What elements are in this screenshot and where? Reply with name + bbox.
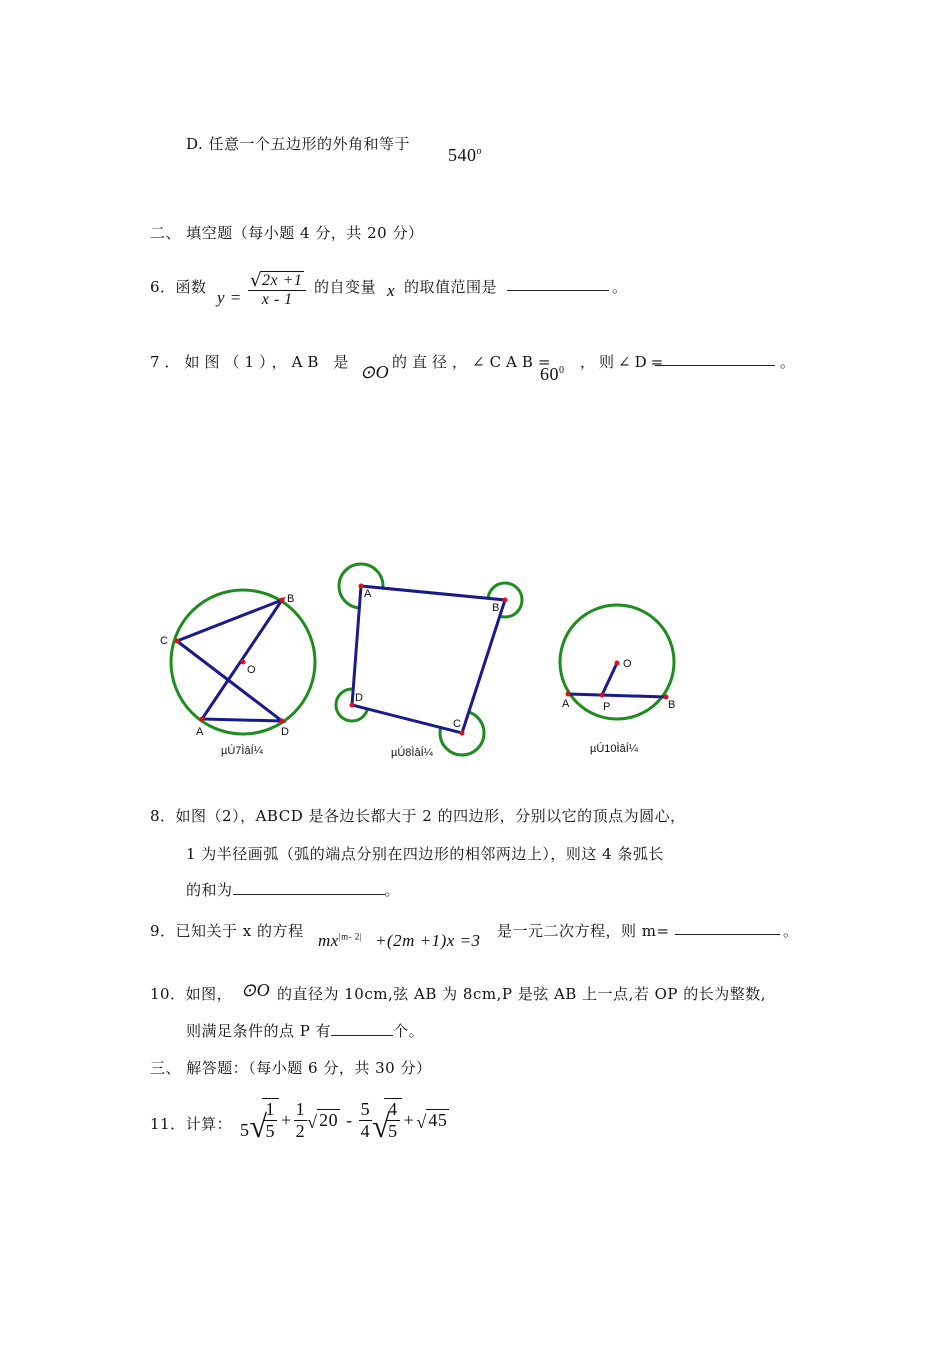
q9-exponent: |m- 2| <box>338 931 363 942</box>
q6-y: y = <box>217 288 242 307</box>
q11-minus: - <box>346 1109 353 1130</box>
q6-denominator: x - 1 <box>261 291 293 308</box>
fig7-caption: µÚ7ÌâÍ¼ <box>221 745 263 757</box>
fig7-label-d: D <box>281 726 289 738</box>
q10-end: 个。 <box>393 1022 425 1040</box>
q7-circle-o: ⊙O <box>360 362 390 382</box>
fig7-point-d <box>280 719 285 724</box>
question-8-line2: 1 为半径画弧（弧的端点分别在四边形的相邻两边上），则这 4 条弧长 <box>186 845 664 863</box>
question-9-a: 9．已知关于 x 的方程 <box>150 922 304 940</box>
figure-7 <box>160 590 315 757</box>
option-d-text: D. 任意一个五边形的外角和等于 <box>186 135 411 153</box>
q10-circle-o: ⊙O <box>241 980 271 1000</box>
q11-expression: 5 √ $\frac{1}{5}$ + $\frac{1}{2}$ √ 20 - $\frac{5}{4}$ √ $\frac{4}{5}$ + √ 45 <box>240 1098 448 1144</box>
q11-plus-1: + <box>281 1109 292 1130</box>
fig7-lines <box>177 600 282 721</box>
fig7-point-c <box>175 639 180 644</box>
question-10-line2 <box>186 1020 424 1041</box>
fig8-label-a: A <box>364 588 372 600</box>
question-7-b: 的直径，∠CAB= <box>392 353 556 371</box>
q11-f4-num: 4 <box>388 1099 398 1119</box>
q6-fraction: √ 2x +1 x - 1 <box>248 270 306 309</box>
question-7-a: 7．如图（1），AB 是 <box>150 353 354 371</box>
question-10-a: 10．如图， <box>150 985 233 1003</box>
q7-degree: 0 <box>559 365 565 376</box>
q11-f2-den: 2 <box>295 1120 306 1141</box>
question-11-prefix: 11．计算： <box>150 1115 233 1133</box>
fig7-label-o: O <box>247 664 256 676</box>
q8-blank[interactable] <box>233 880 385 895</box>
q11-f4-den: 5 <box>388 1121 398 1141</box>
fig8-label-b: B <box>492 602 500 614</box>
q11-f1-den: 5 <box>265 1121 275 1141</box>
q11-coef: 5 <box>240 1119 250 1140</box>
section-2-heading: 二、 填空题（每小题 4 分，共 20 分） <box>150 224 424 242</box>
fig10-caption: µÚ10ÌâÍ¼ <box>590 743 638 755</box>
question-6-prefix: 6．函数 <box>150 278 207 296</box>
figure-8 <box>336 564 522 759</box>
q11-root-20: 20 <box>319 1110 339 1130</box>
fig8-caption: µÚ8ÌâÍ¼ <box>391 747 433 759</box>
fig7-point-a <box>200 717 205 722</box>
q6-x: x <box>387 281 396 300</box>
q6-mid: 的自变量 <box>314 278 377 296</box>
fig10-point-a <box>566 692 571 697</box>
fig7-point-o <box>241 660 246 665</box>
q11-f3-den: 4 <box>360 1120 371 1141</box>
fig7-label-b: B <box>287 593 295 605</box>
q7-end: 。 <box>780 353 796 371</box>
q6-suffix: 的取值范围是 <box>404 278 498 296</box>
degree-sup: o <box>476 146 482 157</box>
q11-root-45: 45 <box>428 1110 448 1130</box>
q11-f1-num: 1 <box>265 1099 275 1119</box>
q9-mx-text: mx <box>318 931 339 950</box>
q6-end: 。 <box>612 278 628 296</box>
question-10-b: 的直径为 10cm,弦 AB 为 8cm,P 是弦 AB 上一点,若 OP 的长为整数, <box>277 985 767 1003</box>
q7-angle-value: 60 <box>540 364 559 384</box>
fig8-label-d: D <box>355 692 363 704</box>
fig10-point-p <box>600 693 605 698</box>
figure-10 <box>560 605 675 755</box>
fig7-label-a: A <box>196 726 204 738</box>
angle-value: 540 <box>448 145 477 165</box>
question-7-c: ，则∠D= <box>580 353 668 371</box>
fig8-quadrilateral <box>352 586 505 733</box>
q6-numerator: 2x +1 <box>262 272 303 289</box>
question-8-line3 <box>186 879 400 900</box>
q9-end: 。 <box>783 922 799 940</box>
q9-blank[interactable] <box>675 920 780 939</box>
fig10-point-o <box>615 661 620 666</box>
q11-plus-2: + <box>403 1109 415 1130</box>
fig7-point-b <box>280 598 285 603</box>
fig10-label-p: P <box>603 701 611 713</box>
fig10-label-b: B <box>668 699 676 711</box>
fig10-chord-ab <box>568 694 666 697</box>
fig8-point-a <box>359 584 364 589</box>
fig8-label-c: C <box>453 718 461 730</box>
q10-blank[interactable] <box>331 1021 393 1036</box>
q9-mx <box>318 931 362 951</box>
question-9-b: 是一元二次方程，则 m= <box>497 922 670 940</box>
fig8-point-b <box>503 598 508 603</box>
q10-prefix: 则满足条件的点 P 有 <box>186 1022 332 1040</box>
fig10-label-a: A <box>562 698 570 710</box>
fig10-label-o: O <box>623 658 632 670</box>
fig7-label-c: C <box>160 635 168 647</box>
fig8-point-c <box>460 731 465 736</box>
section-3-heading: 三、 解答题：（每小题 6 分，共 30 分） <box>150 1059 432 1077</box>
question-8-line1: 8．如图（2），ABCD 是各边长都大于 2 的四边形，分别以它的顶点为圆心， <box>150 807 686 825</box>
q11-f2-num: 1 <box>295 1098 306 1119</box>
q9-rest: +(2m +1)x =3 <box>375 931 481 950</box>
q11-f3-num: 5 <box>360 1098 371 1119</box>
fig8-point-d <box>350 703 355 708</box>
fig10-segment-op <box>602 663 617 695</box>
q8-end: 。 <box>384 881 401 899</box>
q8-prefix: 的和为 <box>186 881 233 899</box>
